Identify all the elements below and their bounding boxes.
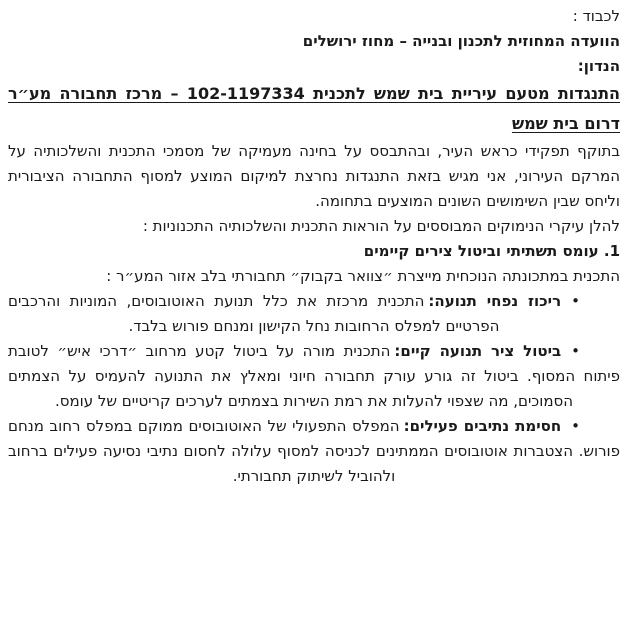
bullet-marker: •: [571, 417, 581, 435]
recipient-line: הוועדה המחוזית לתכנון ובנייה – מחוז ירושלים: [302, 32, 620, 50]
reasons-intro: להלן עיקרי הנימוקים המבוססים על הוראות התכנית והשלכותיה התכנוניות :: [142, 217, 620, 235]
bullet-marker: •: [571, 292, 580, 310]
subject-title: התנגדות מטעם עיריית בית שמש לתכנית 102-1197334 – מרכז תחבורה מע״ר דרום בית שמש: [8, 84, 621, 133]
to-label: לכבוד :: [572, 7, 620, 25]
bullet-item-route-cancellation: [8, 339, 620, 414]
bullet-marker: •: [571, 342, 580, 360]
bullet-item-traffic-concentration: [8, 289, 620, 339]
bullet-text: המפלס התפעולי של האוטובוסים ממוקם במפלס רחוב מנחם פורוש. הצטברות אוטובוסים הממתינים לכניסה למסוף עלולה לחסום נתיבי נסיעה פעילים ברחוב ולהוביל לשיתוק תחבורתי.: [8, 417, 620, 485]
section-1-heading: 1. עומס תשתיתי וביטול צירים קיימים: [363, 242, 620, 260]
bullet-label: חסימת נתיבים פעילים:: [403, 417, 562, 435]
bullet-text: התכנית מרכזת את כלל תנועת האוטובוסים, המוניות והרכבים הפרטיים למפלס הרחובות נחל הקישון ומנחם פורוש בלבד.: [8, 292, 500, 335]
bullet-label: ביטול ציר תנועה קיים:: [394, 342, 562, 360]
intro-paragraph: בתוקף תפקידי כראש העיר, ובהתבסס על בחינה מעמיקה של מסמכי התכנית והשלכותיה על המרקם העירוני, אני מגיש בזאת התנגדות נחרצת למיקום המוצע למסוף התחבורה הציבורית וליחס שבין השימושים השונים המוצעים בתחומה.: [8, 142, 620, 210]
section-1-lead: התכנית במתכונתה הנוכחית מייצרת ״צוואר בקבוק״ תחבורתי בלב אזור המע״ר :: [106, 267, 620, 285]
subject-label: הנדון:: [577, 57, 620, 75]
bullet-item-lane-blocking: [8, 414, 620, 489]
bullet-text: התכנית מורה על ביטול קטע מרחוב ״דרכי איש״ לטובת פיתוח המסוף. ביטול זה גורע עורק תחבורה חיוני ומאלץ את התנועה להעמיס על הצמתים הסמוכים, מה שצפוי להעלות את רמת השירות בצמתים לערכים קריטיים של עומס.: [8, 342, 620, 410]
bullet-label: ריכוז נפחי תנועה:: [428, 292, 562, 310]
